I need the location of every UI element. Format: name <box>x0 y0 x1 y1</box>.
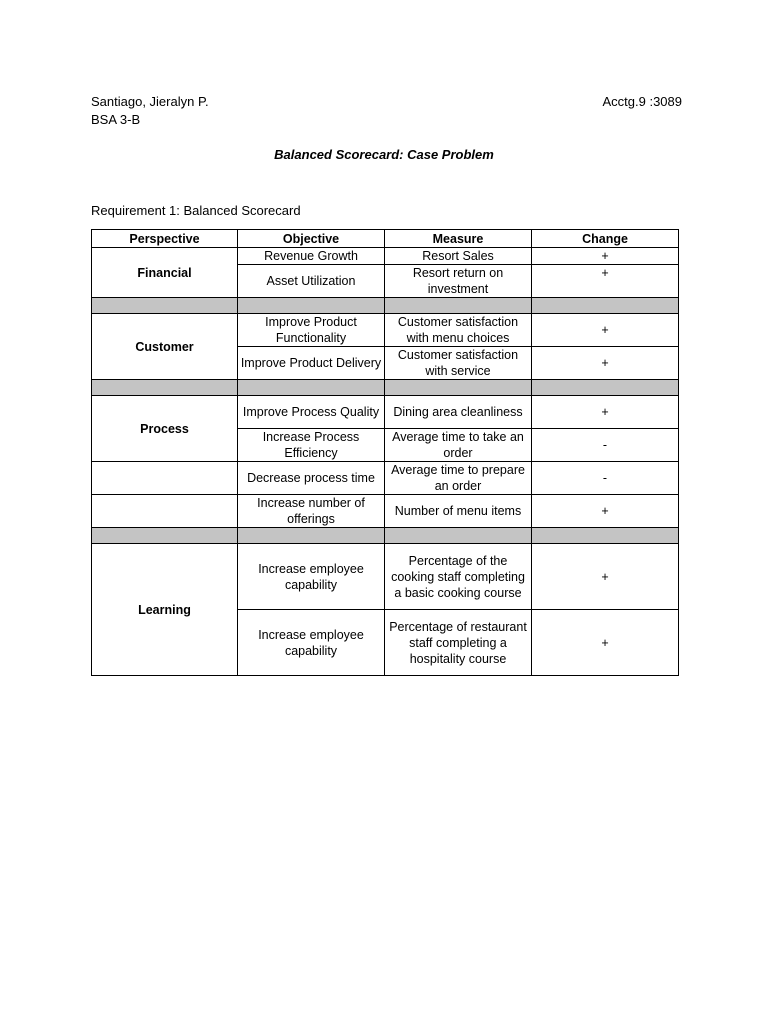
measure-cell: Customer satisfaction with menu choices <box>385 314 532 347</box>
perspective-cell-empty <box>92 495 238 528</box>
requirement-label: Requirement 1: Balanced Scorecard <box>91 203 301 218</box>
separator-row <box>92 298 679 314</box>
perspective-cell: Financial <box>92 248 238 298</box>
measure-cell: Average time to prepare an order <box>385 462 532 495</box>
change-cell: + <box>532 396 679 429</box>
course-code: Acctg.9 :3089 <box>602 94 682 109</box>
measure-cell: Customer satisfaction with service <box>385 347 532 380</box>
objective-cell: Increase number of offerings <box>238 495 385 528</box>
change-cell: - <box>532 429 679 462</box>
objective-cell: Increase employee capability <box>238 544 385 610</box>
measure-cell: Resort return on investment <box>385 265 532 298</box>
change-cell: + <box>532 248 679 265</box>
table-row <box>92 544 679 610</box>
objective-cell: Improve Process Quality <box>238 396 385 429</box>
measure-cell: Number of menu items <box>385 495 532 528</box>
balanced-scorecard-table <box>91 229 679 676</box>
change-cell: - <box>532 462 679 495</box>
measure-cell: Percentage of the cooking staff completing a basic cooking course <box>385 544 532 610</box>
objective-cell: Revenue Growth <box>238 248 385 265</box>
column-header: Objective <box>238 230 385 248</box>
objective-cell: Decrease process time <box>238 462 385 495</box>
objective-cell: Asset Utilization <box>238 265 385 298</box>
student-section: BSA 3-B <box>91 112 141 127</box>
perspective-cell: Process <box>92 396 238 462</box>
objective-cell: Increase Process Efficiency <box>238 429 385 462</box>
change-cell: + <box>532 544 679 610</box>
objective-cell: Improve Product Delivery <box>238 347 385 380</box>
column-header: Change <box>532 230 679 248</box>
change-cell: + <box>532 347 679 380</box>
perspective-cell-empty <box>92 462 238 495</box>
objective-cell: Improve Product Functionality <box>238 314 385 347</box>
table-row <box>92 462 679 495</box>
change-cell: + <box>532 610 679 676</box>
table-row <box>92 495 679 528</box>
separator-row <box>92 528 679 544</box>
change-cell: + <box>532 495 679 528</box>
document-title: Balanced Scorecard: Case Problem <box>274 147 494 162</box>
column-header: Perspective <box>92 230 238 248</box>
measure-cell: Percentage of restaurant staff completing a hospitality course <box>385 610 532 676</box>
table-row <box>92 396 679 429</box>
table-row <box>92 314 679 347</box>
measure-cell: Dining area cleanliness <box>385 396 532 429</box>
change-cell: + <box>532 314 679 347</box>
change-cell: + <box>532 265 679 298</box>
separator-row <box>92 380 679 396</box>
table-row <box>92 248 679 265</box>
objective-cell: Increase employee capability <box>238 610 385 676</box>
column-header: Measure <box>385 230 532 248</box>
measure-cell: Average time to take an order <box>385 429 532 462</box>
perspective-cell: Customer <box>92 314 238 380</box>
student-name: Santiago, Jieralyn P. <box>91 94 209 109</box>
perspective-cell: Learning <box>92 544 238 676</box>
table-header-row <box>92 230 679 248</box>
measure-cell: Resort Sales <box>385 248 532 265</box>
